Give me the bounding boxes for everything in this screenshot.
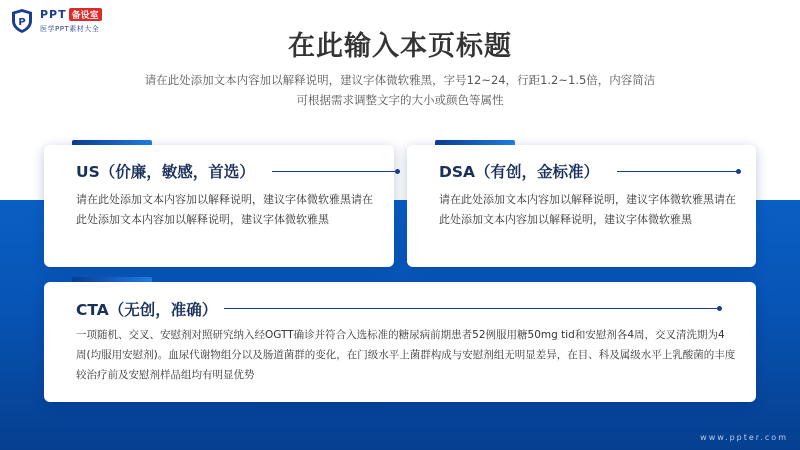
divider-dot-icon xyxy=(717,306,722,311)
heading-divider-line xyxy=(224,308,719,309)
svg-text:P: P xyxy=(18,17,26,28)
divider-dot-icon xyxy=(395,169,400,174)
card-heading: CTA（无创，准确） xyxy=(76,301,218,319)
subtitle-line-1: 请在此处添加文本内容加以解释说明，建议字体微软雅黑，字号12~24，行距1.2~1.5倍，内容简洁 xyxy=(144,73,656,87)
card-body-text: 请在此处添加文本内容加以解释说明，建议字体微软雅黑请在此处添加文本内容加以解释说明，建议字体微软雅黑 xyxy=(439,193,736,226)
heading-divider-line xyxy=(272,171,397,172)
card-us xyxy=(44,145,394,267)
logo-brand-tag: 备设室 xyxy=(69,8,102,21)
logo-subtitle: 医学PPT素材大全 xyxy=(40,25,100,33)
divider-dot-icon xyxy=(736,169,741,174)
footer-website: www.ppter.com xyxy=(700,433,788,442)
card-cta xyxy=(44,282,756,402)
logo-brand-text: PPT xyxy=(40,8,67,21)
card-tab-accent xyxy=(72,277,152,282)
card-heading: DSA（有创，金标准） xyxy=(439,163,600,181)
card-tab-accent xyxy=(72,140,152,145)
heading-divider-line xyxy=(617,171,737,172)
card-tab-accent xyxy=(435,140,515,145)
page-title: 在此输入本页标题 xyxy=(288,31,512,62)
card-dsa xyxy=(407,145,756,267)
page-subtitle xyxy=(100,70,700,110)
card-body-text: 一项随机、交叉、安慰剂对照研究纳入经OGTT确诊并符合入选标准的糖尿病前期患者52例服用糖50mg tid和安慰剂各4周，交叉清洗期为4 周(均服用安慰剂)。血尿代谢物组分以及肠道菌群的变化，在门级水平上菌群构成与安慰剂组无明显差异，在目、科及属级水平上乳酸菌的丰度较治疗前及安慰剂样品组均有明显优势 xyxy=(76,329,736,381)
subtitle-line-2: 可根据需求调整文字的大小或颜色等属性 xyxy=(296,93,504,107)
logo-brand xyxy=(40,8,102,21)
card-heading: US（价廉，敏感，首选） xyxy=(76,163,255,181)
card-body-text: 请在此处添加文本内容加以解释说明，建议字体微软雅黑请在此处添加文本内容加以解释说明，建议字体微软雅黑 xyxy=(76,193,373,226)
